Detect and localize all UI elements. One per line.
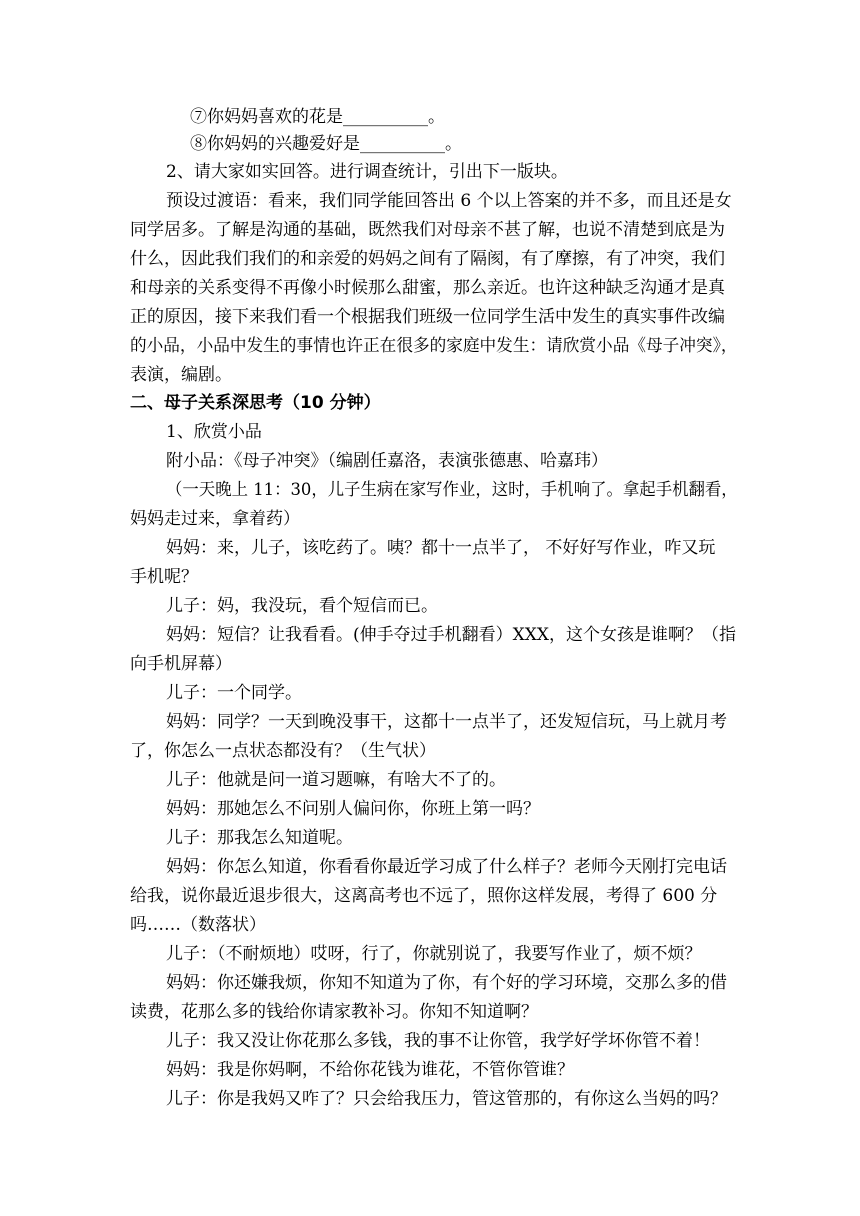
text-line: 儿子：你是我妈又咋了？只会给我压力，管这管那的，有你这么当妈的吗？	[166, 1089, 727, 1109]
text-line: 什么，因此我们我们的和亲爱的妈妈之间有了隔阂，有了摩擦，有了冲突，我们	[130, 249, 725, 269]
text-line: 预设过渡语：看来，我们同学能回答出 6 个以上答案的并不多，而且还是女	[166, 191, 732, 211]
text-line: 同学居多。了解是沟通的基础，既然我们对母亲不甚了解，也说不清楚到底是为	[130, 220, 725, 240]
text-line: 手机呢？	[130, 567, 198, 587]
text-line: 向手机屏幕）	[130, 654, 232, 674]
text-line: 妈妈：短信？让我看看。(伸手夺过手机翻看）XXX，这个女孩是谁啊？（指	[166, 625, 736, 645]
text-line: 1、欣赏小品	[166, 422, 262, 442]
text-line: 表演，编剧。	[130, 365, 232, 385]
text-line: 了，你怎么一点状态都没有？（生气状）	[130, 741, 436, 761]
text-line: 妈妈：你还嫌我烦，你知不知道为了你，有个好的学习环境，交那么多的借	[166, 973, 727, 993]
text-line: 妈妈：同学？一天到晚没事干，这都十一点半了，还发短信玩，马上就月考	[166, 712, 727, 732]
text-line: ⑦你妈妈喜欢的花是__________。	[190, 107, 445, 127]
text-line: 正的原因，接下来我们看一个根据我们班级一位同学生活中发生的真实事件改编	[130, 307, 725, 327]
text-line: 妈妈：我是你妈啊，不给你花钱为谁花，不管你管谁？	[166, 1060, 574, 1080]
text-line: 儿子：那我怎么知道呢。	[166, 828, 353, 848]
text-line: 儿子：妈，我没玩，看个短信而已。	[166, 596, 438, 616]
text-line: ⑧你妈妈的兴趣爱好是__________。	[190, 134, 462, 154]
text-line: 2、请大家如实回答。进行调查统计，引出下一版块。	[166, 162, 568, 182]
text-line: 给我，说你最近退步很大，这离高考也不远了，照你这样发展，考得了 600 分	[130, 886, 718, 906]
text-line: 的小品，小品中发生的事情也许正在很多的家庭中发生：请欣赏小品《母子冲突》，	[130, 336, 738, 356]
text-line: 儿子：我又没让你花那么多钱，我的事不让你管，我学好学坏你管不着！	[166, 1031, 710, 1051]
text-line: 妈妈：来，儿子，该吃药了。咦？都十一点半了， 不好好写作业，咋又玩	[166, 538, 716, 558]
text-line: 附小品：《母子冲突》（编剧任嘉洛，表演张德惠、哈嘉玮）	[166, 451, 608, 471]
text-line: 和母亲的关系变得不再像小时候那么甜蜜，那么亲近。也许这种缺乏沟通才是真	[130, 278, 725, 298]
section-heading: 二、母子关系深思考（10 分钟）	[130, 393, 381, 413]
text-line: 读费，花那么多的钱给你请家教补习。你知不知道啊？	[130, 1002, 538, 1022]
text-line: 妈妈：你怎么知道，你看看你最近学习成了什么样子？老师今天刚打完电话	[166, 857, 727, 877]
text-line: 妈妈走过来，拿着药）	[130, 509, 300, 529]
text-line: 妈妈：那她怎么不问别人偏问你，你班上第一吗？	[166, 799, 540, 819]
text-line: 儿子：（不耐烦地）哎呀，行了，你就别说了，我要写作业了，烦不烦？	[166, 944, 702, 964]
text-line: 儿子：他就是问一道习题嘛，有啥大不了的。	[166, 770, 506, 790]
text-line: （一天晚上 11：30，儿子生病在家写作业，这时，手机响了。拿起手机翻看，	[166, 480, 738, 500]
text-line: 儿子：一个同学。	[166, 683, 302, 703]
text-line: 吗……（数落状）	[130, 915, 266, 935]
